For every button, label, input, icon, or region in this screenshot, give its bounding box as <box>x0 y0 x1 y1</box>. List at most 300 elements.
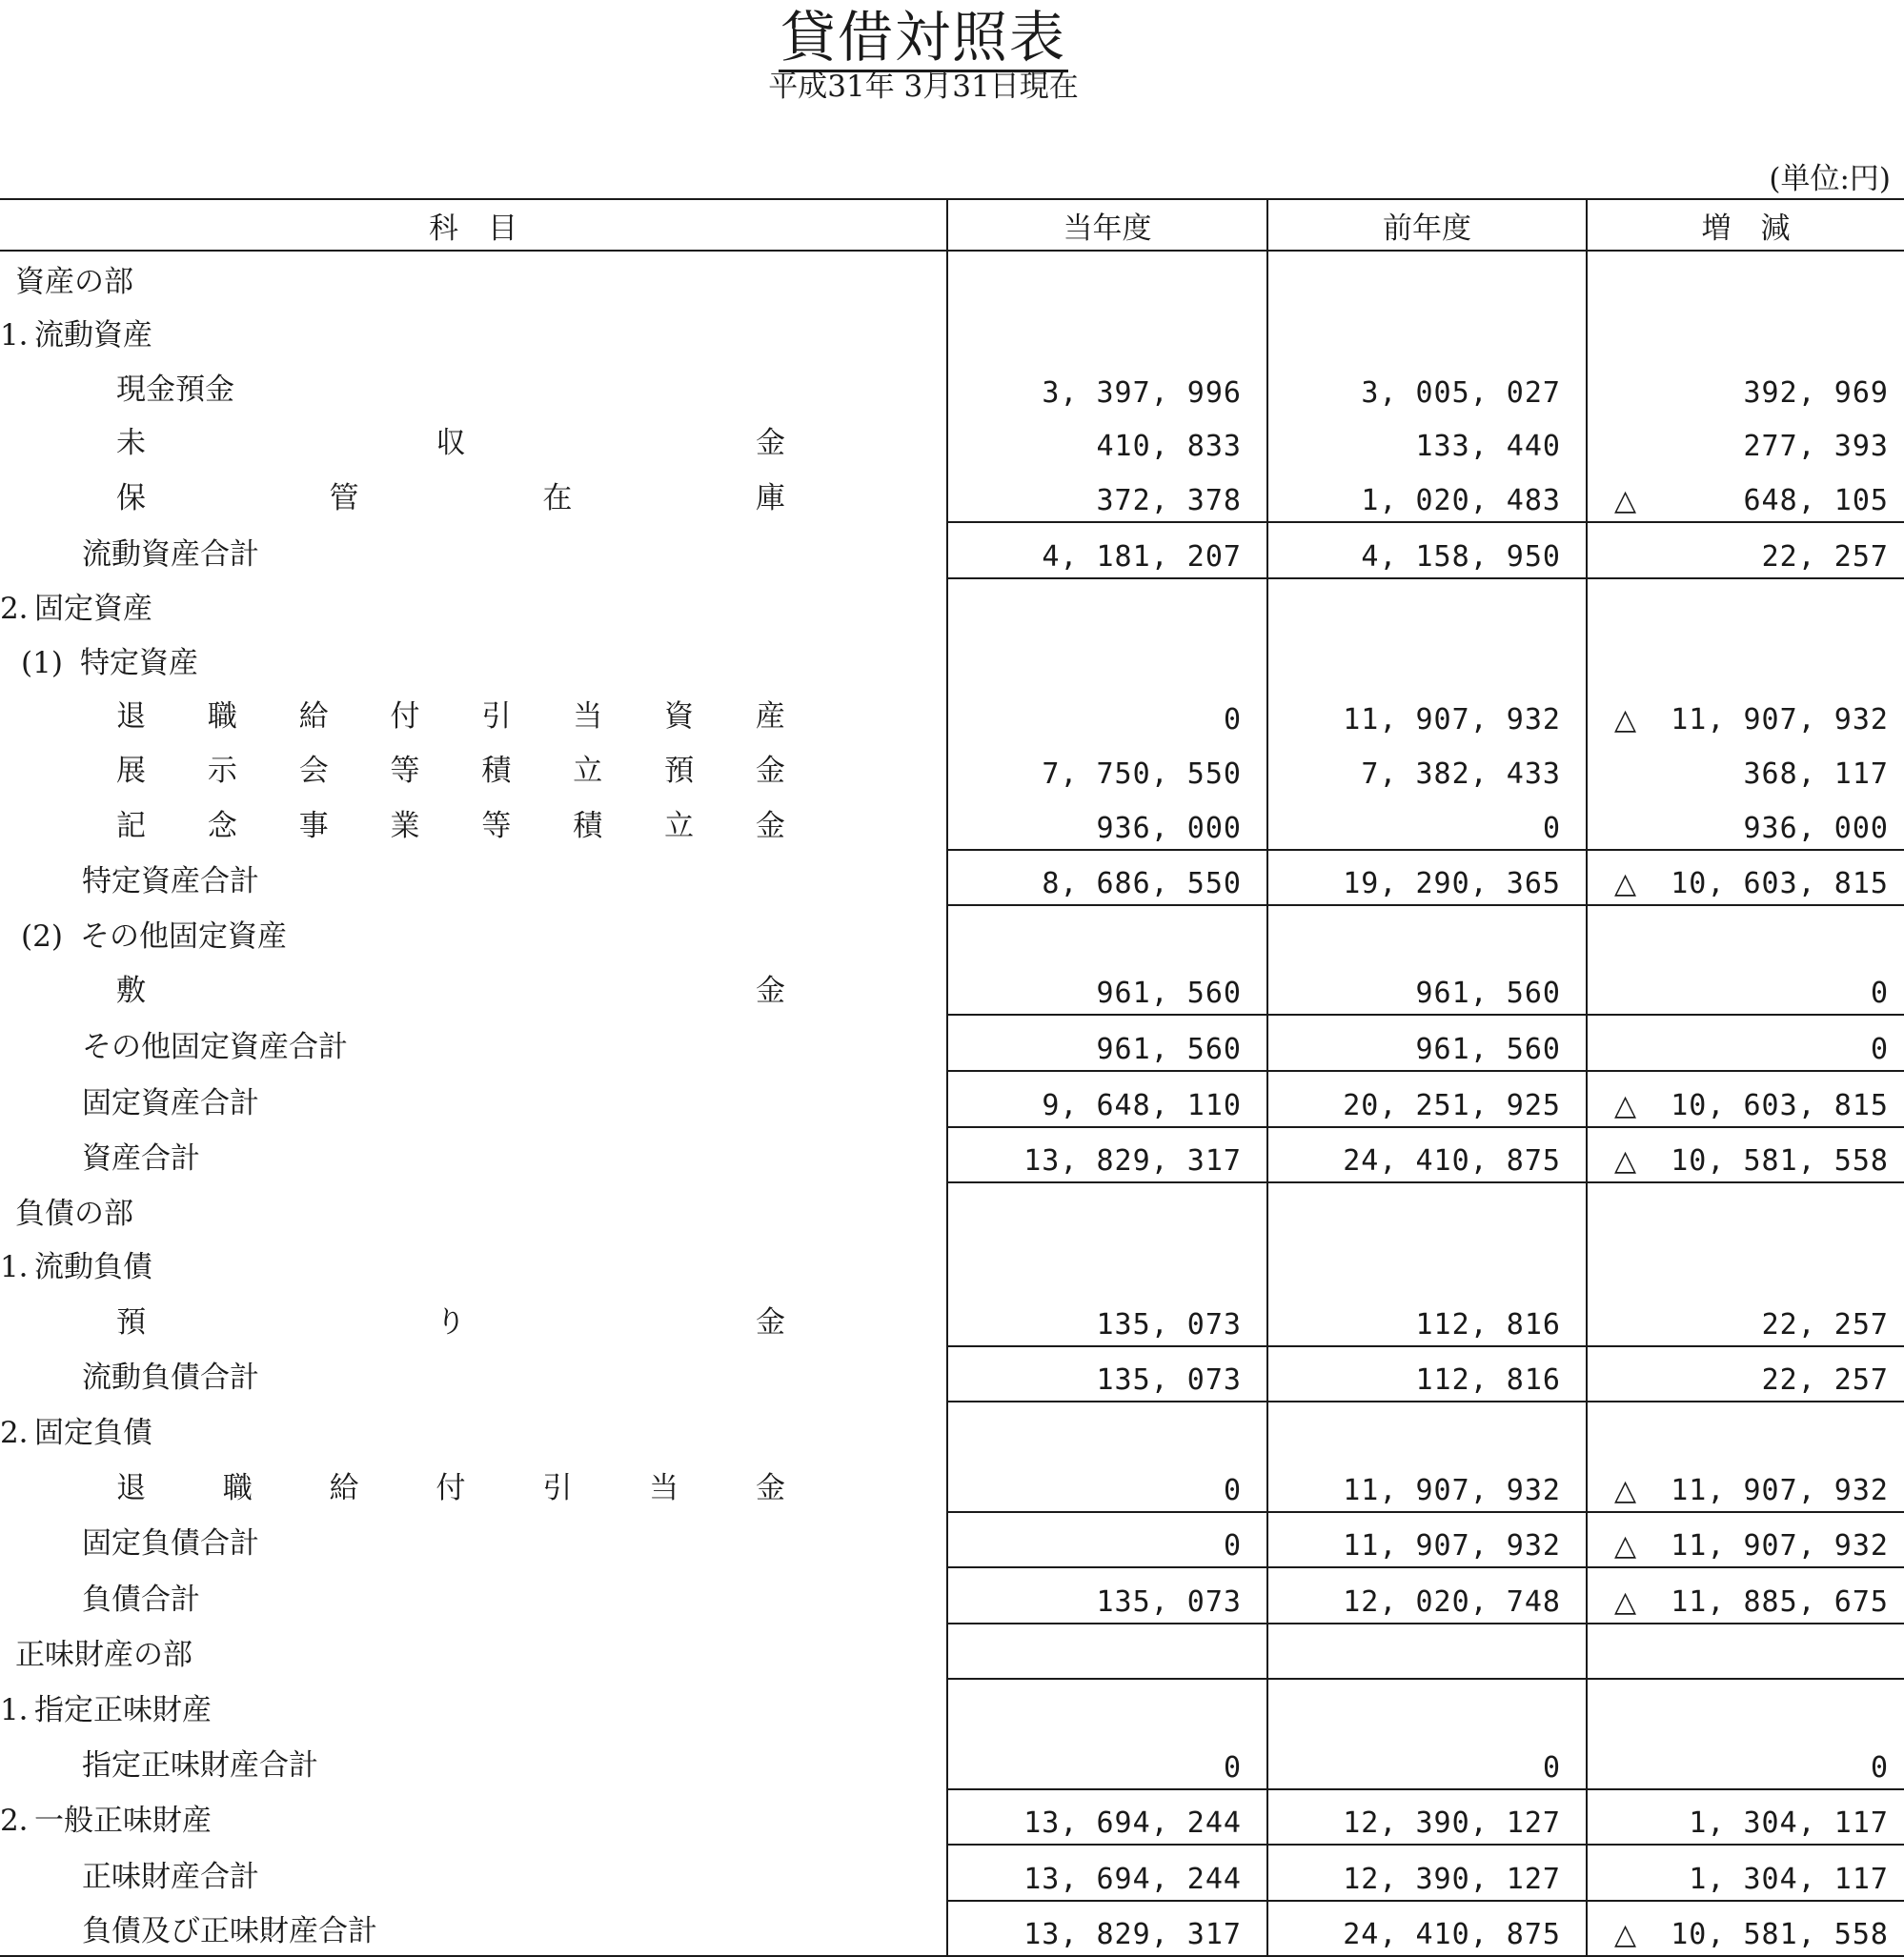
amount: 112, 816 <box>1415 1363 1561 1398</box>
section-number: 2． <box>0 592 49 627</box>
previous-year-value <box>1267 1457 1587 1512</box>
row-subject <box>0 740 947 795</box>
current-year-value <box>947 1457 1267 1512</box>
change-value <box>1587 1457 1904 1512</box>
amount: 10, 603, 815 <box>1671 1088 1889 1122</box>
subject-label: 資産合計 <box>82 1141 200 1177</box>
amount: 0 <box>1870 977 1889 1011</box>
balance-sheet-table <box>0 198 1904 1957</box>
subject-label: 一般正味財産 <box>34 1804 212 1839</box>
amount: 936, 000 <box>1096 811 1242 845</box>
row-subject <box>0 251 947 306</box>
table-row <box>0 1015 1904 1071</box>
spaced-subject-label <box>0 1298 785 1346</box>
subject-char: 産 <box>755 699 785 735</box>
subject-char: 当 <box>649 1470 679 1505</box>
table-row <box>0 1182 1904 1238</box>
subject-char: 未 <box>116 426 146 461</box>
amount: 0 <box>1223 703 1242 737</box>
subject-label: 固定資産合計 <box>82 1085 259 1120</box>
current-year-value <box>947 795 1267 850</box>
row-subject <box>0 1845 947 1901</box>
current-year-value <box>947 359 1267 414</box>
spaced-subject-label <box>0 801 785 850</box>
row-subject <box>0 1182 947 1238</box>
current-year-value <box>947 1734 1267 1789</box>
previous-year-value <box>1267 1679 1587 1734</box>
change-value <box>1587 1567 1904 1624</box>
negative-triangle-icon: △ <box>1614 867 1638 901</box>
change-value <box>1587 359 1904 414</box>
previous-year-value <box>1267 687 1587 741</box>
subject-label: 正味財産の部 <box>15 1638 192 1673</box>
subject-label: 負債合計 <box>82 1582 200 1617</box>
amount: 1, 020, 483 <box>1361 483 1561 517</box>
subject-char: 展 <box>116 753 146 788</box>
spaced-subject-label <box>0 692 785 740</box>
table-row <box>0 795 1904 850</box>
change-value <box>1587 1402 1904 1457</box>
change-value <box>1587 795 1904 850</box>
subject-char: 職 <box>207 699 237 735</box>
row-subject <box>0 1015 947 1071</box>
previous-year-value <box>1267 905 1587 960</box>
subject-label: 負債の部 <box>15 1196 133 1231</box>
previous-year-value <box>1267 1734 1587 1789</box>
current-year-value <box>947 1845 1267 1901</box>
subject-char: 給 <box>329 1470 359 1505</box>
subject-char: 金 <box>755 1470 785 1505</box>
section-number: 1． <box>0 318 49 353</box>
current-year-value <box>947 1402 1267 1457</box>
header-previous-year: 前年度 <box>1267 199 1587 251</box>
subject-label: 固定負債合計 <box>82 1526 259 1562</box>
current-year-value <box>947 1238 1267 1292</box>
amount: 22, 257 <box>1761 1363 1889 1398</box>
previous-year-value <box>1267 1015 1587 1071</box>
table-row <box>0 1567 1904 1624</box>
amount: 9, 648, 110 <box>1042 1088 1242 1122</box>
amount: 0 <box>1223 1473 1242 1507</box>
subject-label: 負債及び正味財産合計 <box>82 1914 377 1949</box>
current-year-value <box>947 1789 1267 1846</box>
amount: 135, 073 <box>1096 1307 1242 1342</box>
row-subject <box>0 1238 947 1292</box>
current-year-value <box>947 578 1267 634</box>
spaced-subject-label <box>0 1463 785 1512</box>
document-title <box>0 2 1847 72</box>
table-row <box>0 1238 1904 1292</box>
as-of-date: 平成31年 3月31日現在 <box>768 70 1079 104</box>
amount: 0 <box>1542 1750 1561 1785</box>
previous-year-value <box>1267 1624 1587 1680</box>
row-subject <box>0 1071 947 1127</box>
previous-year-value <box>1267 850 1587 906</box>
current-year-value <box>947 687 1267 741</box>
previous-year-value <box>1267 740 1587 795</box>
change-value <box>1587 1624 1904 1680</box>
subject-char: 金 <box>756 974 785 1009</box>
subject-label: 資産の部 <box>15 264 133 299</box>
current-year-value <box>947 1512 1267 1568</box>
table-row <box>0 1734 1904 1789</box>
subsection-number: (1) <box>21 645 63 680</box>
table-row <box>0 467 1904 522</box>
previous-year-value <box>1267 1789 1587 1846</box>
table-row <box>0 414 1904 468</box>
amount: 22, 257 <box>1761 539 1889 574</box>
row-subject <box>0 960 947 1016</box>
previous-year-value <box>1267 633 1587 687</box>
subject-char: 金 <box>756 1304 785 1340</box>
amount: 392, 969 <box>1743 375 1889 410</box>
subject-char: 金 <box>755 808 785 843</box>
header-row <box>0 199 1904 251</box>
previous-year-value <box>1267 1567 1587 1624</box>
change-value <box>1587 687 1904 741</box>
amount: 12, 390, 127 <box>1343 1862 1561 1896</box>
amount: 961, 560 <box>1415 1032 1561 1066</box>
subject-label: 固定負債 <box>34 1416 152 1451</box>
subject-char: 示 <box>207 753 237 788</box>
previous-year-value <box>1267 306 1587 360</box>
subject-char: 保 <box>116 480 146 515</box>
subsection-number: (2) <box>21 918 63 954</box>
subject-char: 積 <box>573 808 603 843</box>
previous-year-value <box>1267 1845 1587 1901</box>
row-subject <box>0 1457 947 1512</box>
row-subject <box>0 1346 947 1402</box>
change-value <box>1587 1015 1904 1071</box>
current-year-value <box>947 633 1267 687</box>
amount: 961, 560 <box>1415 977 1561 1011</box>
amount: 11, 885, 675 <box>1671 1584 1889 1619</box>
current-year-value <box>947 740 1267 795</box>
amount: 13, 694, 244 <box>1023 1862 1242 1896</box>
subject-char: 金 <box>756 426 785 461</box>
row-subject <box>0 633 947 687</box>
amount: 0 <box>1223 1529 1242 1564</box>
previous-year-value <box>1267 1071 1587 1127</box>
amount: 13, 829, 317 <box>1023 1144 1242 1179</box>
change-value <box>1587 1901 1904 1957</box>
subject-char: 事 <box>298 808 329 843</box>
current-year-value <box>947 1127 1267 1183</box>
subject-label: 正味財産合計 <box>82 1859 259 1894</box>
current-year-value <box>947 1567 1267 1624</box>
subject-label: その他固定資産 <box>80 918 287 954</box>
previous-year-value <box>1267 1512 1587 1568</box>
amount: 10, 581, 558 <box>1671 1918 1889 1952</box>
table-row <box>0 1624 1904 1680</box>
subject-char: 等 <box>481 808 512 843</box>
subject-char: 給 <box>298 699 329 735</box>
current-year-value <box>947 1071 1267 1127</box>
table-row <box>0 1346 1904 1402</box>
table-row <box>0 687 1904 741</box>
amount: 961, 560 <box>1096 977 1242 1011</box>
table-row <box>0 1901 1904 1957</box>
amount: 936, 000 <box>1743 811 1889 845</box>
subject-label: 固定資産 <box>34 592 152 627</box>
previous-year-value <box>1267 1291 1587 1346</box>
subject-label: 特定資産合計 <box>82 864 259 899</box>
amount: 11, 907, 932 <box>1671 703 1889 737</box>
row-subject <box>0 1127 947 1183</box>
change-value <box>1587 1789 1904 1846</box>
negative-triangle-icon: △ <box>1614 483 1638 517</box>
change-value <box>1587 1071 1904 1127</box>
table-row <box>0 1845 1904 1901</box>
row-subject <box>0 522 947 578</box>
previous-year-value <box>1267 960 1587 1016</box>
current-year-value <box>947 960 1267 1016</box>
current-year-value <box>947 1624 1267 1680</box>
amount: 11, 907, 932 <box>1343 1473 1561 1507</box>
negative-triangle-icon: △ <box>1614 1088 1638 1122</box>
table-row <box>0 850 1904 906</box>
row-subject <box>0 306 947 360</box>
subject-char: 退 <box>116 699 146 735</box>
subject-char: 預 <box>116 1304 146 1340</box>
amount: 24, 410, 875 <box>1343 1144 1561 1179</box>
subject-char: り <box>435 1304 466 1340</box>
current-year-value <box>947 306 1267 360</box>
row-subject <box>0 1512 947 1568</box>
spaced-subject-label <box>0 966 785 1015</box>
amount: 11, 907, 932 <box>1671 1473 1889 1507</box>
amount: 135, 073 <box>1096 1584 1242 1619</box>
section-number: 1． <box>0 1250 49 1285</box>
table-row <box>0 905 1904 960</box>
spaced-subject-label <box>0 418 785 467</box>
amount: 7, 382, 433 <box>1361 757 1561 791</box>
header-current-year: 当年度 <box>947 199 1267 251</box>
previous-year-value <box>1267 251 1587 306</box>
row-subject <box>0 414 947 468</box>
current-year-value <box>947 1291 1267 1346</box>
subject-char: 引 <box>481 699 512 735</box>
previous-year-value <box>1267 795 1587 850</box>
subject-label: 流動資産 <box>34 318 152 353</box>
row-subject <box>0 1624 947 1680</box>
row-subject <box>0 1789 947 1846</box>
current-year-value <box>947 251 1267 306</box>
amount: 1, 304, 117 <box>1689 1806 1889 1841</box>
amount: 22, 257 <box>1761 1307 1889 1342</box>
change-value <box>1587 1512 1904 1568</box>
subject-char: 管 <box>329 480 359 515</box>
subject-label: 流動資産合計 <box>82 536 259 572</box>
change-value <box>1587 850 1904 906</box>
previous-year-value <box>1267 467 1587 522</box>
change-value <box>1587 414 1904 468</box>
table-row <box>0 1402 1904 1457</box>
spaced-subject-label <box>0 746 785 795</box>
subject-char: 退 <box>116 1470 146 1505</box>
previous-year-value <box>1267 359 1587 414</box>
amount: 13, 829, 317 <box>1023 1918 1242 1952</box>
change-value <box>1587 1127 1904 1183</box>
amount: 8, 686, 550 <box>1042 867 1242 901</box>
table-row <box>0 1127 1904 1183</box>
amount: 0 <box>1870 1032 1889 1066</box>
subject-char: 敷 <box>116 974 146 1009</box>
amount: 12, 390, 127 <box>1343 1806 1561 1841</box>
current-year-value <box>947 414 1267 468</box>
current-year-value <box>947 1679 1267 1734</box>
subject-char: 業 <box>390 808 420 843</box>
subject-char: 付 <box>435 1470 466 1505</box>
table-row <box>0 1512 1904 1568</box>
amount: 277, 393 <box>1743 430 1889 464</box>
table-row <box>0 960 1904 1016</box>
change-value <box>1587 1182 1904 1238</box>
amount: 0 <box>1223 1750 1242 1785</box>
previous-year-value <box>1267 1238 1587 1292</box>
section-number: 2． <box>0 1804 49 1839</box>
amount: 20, 251, 925 <box>1343 1088 1561 1122</box>
change-value <box>1587 1734 1904 1789</box>
amount: 3, 005, 027 <box>1361 375 1561 410</box>
subject-char: 預 <box>664 753 695 788</box>
amount: 372, 378 <box>1096 483 1242 517</box>
header-change: 増 減 <box>1587 199 1904 251</box>
current-year-value <box>947 905 1267 960</box>
table-row <box>0 578 1904 634</box>
change-value <box>1587 905 1904 960</box>
amount: 11, 907, 932 <box>1671 1529 1889 1564</box>
subject-char: 立 <box>573 753 603 788</box>
row-subject <box>0 1402 947 1457</box>
amount: 10, 581, 558 <box>1671 1144 1889 1179</box>
previous-year-value <box>1267 1402 1587 1457</box>
row-subject <box>0 1291 947 1346</box>
row-subject <box>0 850 947 906</box>
header-subject: 科 目 <box>0 199 947 251</box>
amount: 24, 410, 875 <box>1343 1918 1561 1952</box>
change-value <box>1587 578 1904 634</box>
current-year-value <box>947 467 1267 522</box>
table-row <box>0 306 1904 360</box>
section-number: 1． <box>0 1693 49 1728</box>
change-value <box>1587 522 1904 578</box>
subject-char: 職 <box>222 1470 253 1505</box>
subject-char: 金 <box>755 753 785 788</box>
subject-char: 付 <box>390 699 420 735</box>
amount: 7, 750, 550 <box>1042 757 1242 791</box>
row-subject <box>0 1901 947 1957</box>
amount: 961, 560 <box>1096 1032 1242 1066</box>
amount: 13, 694, 244 <box>1023 1806 1242 1841</box>
negative-triangle-icon: △ <box>1614 1584 1638 1619</box>
amount: 0 <box>1870 1750 1889 1785</box>
negative-triangle-icon: △ <box>1614 703 1638 737</box>
subject-char: 記 <box>116 808 146 843</box>
previous-year-value <box>1267 522 1587 578</box>
table-row <box>0 1457 1904 1512</box>
subject-label: その他固定資産合計 <box>82 1029 348 1064</box>
subject-char: 収 <box>435 426 466 461</box>
change-value <box>1587 960 1904 1016</box>
previous-year-value <box>1267 1182 1587 1238</box>
previous-year-value <box>1267 578 1587 634</box>
previous-year-value <box>1267 1346 1587 1402</box>
amount: 11, 907, 932 <box>1343 1529 1561 1564</box>
table-row <box>0 633 1904 687</box>
current-year-value <box>947 1901 1267 1957</box>
subject-label: 現金預金 <box>116 372 234 407</box>
change-value <box>1587 251 1904 306</box>
amount: 4, 158, 950 <box>1361 539 1561 574</box>
table-row <box>0 1789 1904 1846</box>
subject-char: 在 <box>542 480 573 515</box>
current-year-value <box>947 850 1267 906</box>
amount: 410, 833 <box>1096 430 1242 464</box>
change-value <box>1587 1291 1904 1346</box>
current-year-value <box>947 1015 1267 1071</box>
row-subject <box>0 1567 947 1624</box>
section-number: 2． <box>0 1416 49 1451</box>
current-year-value <box>947 1346 1267 1402</box>
change-value <box>1587 1679 1904 1734</box>
row-subject <box>0 467 947 522</box>
row-subject <box>0 1734 947 1789</box>
table-row <box>0 1071 1904 1127</box>
change-value <box>1587 1238 1904 1292</box>
change-value <box>1587 306 1904 360</box>
previous-year-value <box>1267 1127 1587 1183</box>
subject-label: 指定正味財産 <box>34 1693 212 1728</box>
row-subject <box>0 1679 947 1734</box>
amount: 133, 440 <box>1415 430 1561 464</box>
document-title-text: 貸借対照表 <box>779 5 1068 72</box>
subject-label: 流動負債合計 <box>82 1361 259 1396</box>
table-row <box>0 1291 1904 1346</box>
current-year-value <box>947 522 1267 578</box>
amount: 19, 290, 365 <box>1343 867 1561 901</box>
previous-year-value <box>1267 1901 1587 1957</box>
row-subject <box>0 905 947 960</box>
amount: 11, 907, 932 <box>1343 703 1561 737</box>
row-subject <box>0 687 947 741</box>
amount: 135, 073 <box>1096 1363 1242 1398</box>
subject-char: 積 <box>481 753 512 788</box>
subject-char: 庫 <box>755 480 785 515</box>
amount: 4, 181, 207 <box>1042 539 1242 574</box>
row-subject <box>0 578 947 634</box>
negative-triangle-icon: △ <box>1614 1144 1638 1179</box>
row-subject <box>0 795 947 850</box>
spaced-subject-label <box>0 474 785 522</box>
subject-label: 指定正味財産合計 <box>82 1747 318 1783</box>
change-value <box>1587 1346 1904 1402</box>
amount: 368, 117 <box>1743 757 1889 791</box>
amount: 10, 603, 815 <box>1671 867 1889 901</box>
negative-triangle-icon: △ <box>1614 1918 1638 1952</box>
current-year-value <box>947 1182 1267 1238</box>
change-value <box>1587 1845 1904 1901</box>
subject-char: 立 <box>664 808 695 843</box>
table-row <box>0 522 1904 578</box>
negative-triangle-icon: △ <box>1614 1473 1638 1507</box>
subject-char: 会 <box>298 753 329 788</box>
subject-char: 当 <box>573 699 603 735</box>
change-value <box>1587 467 1904 522</box>
amount: 0 <box>1542 811 1561 845</box>
subject-char: 念 <box>207 808 237 843</box>
subject-char: 引 <box>542 1470 573 1505</box>
